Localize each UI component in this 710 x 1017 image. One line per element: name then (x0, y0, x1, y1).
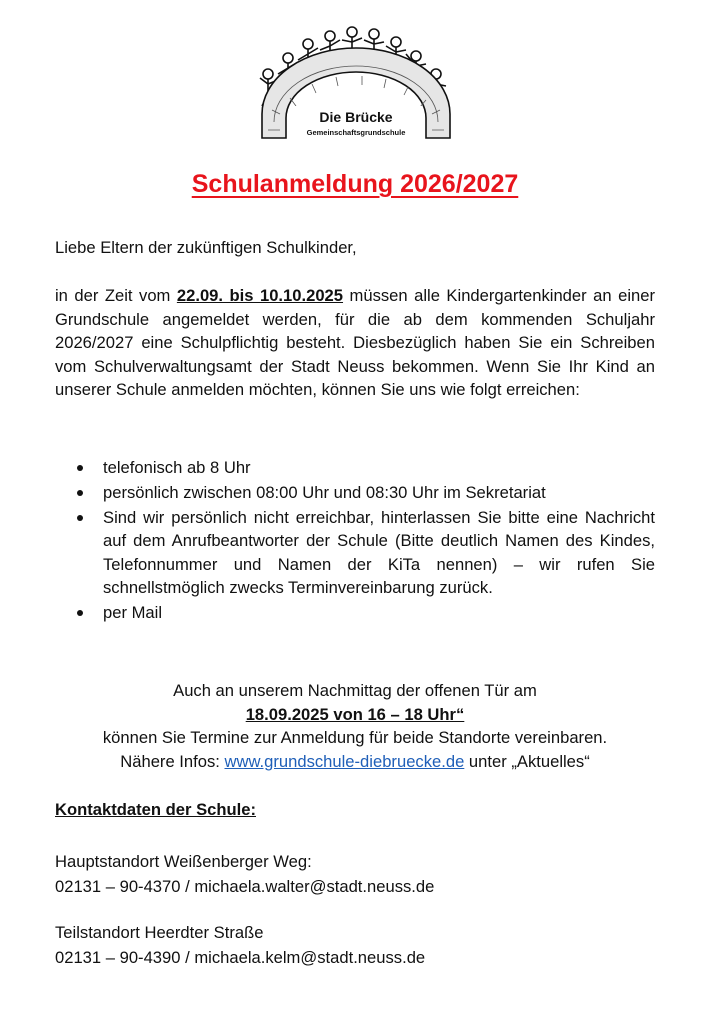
bullet-icon (77, 490, 83, 496)
intro-text-after: müssen alle Kindergartenkinder an einer Grundschule angemeldet werden, für die ab dem kommenden Schuljahr 2026/2027 eine Schulpflichtig besteht. Diesbezüglich haben Sie ein Schreiben vom Schulverwaltungsamt der Stadt Neuss bekommen. Wenn Sie Ihr Kind an unserer Schule anmelden möchten, können Sie uns wie folgt erreichen: (55, 286, 655, 399)
location-contact-details: 02131 – 90-4370 / michaela.walter@stadt.neuss.de (55, 877, 435, 896)
logo-name: Die Brücke (319, 109, 393, 125)
bridge-logo-graphic (250, 14, 462, 144)
list-item (55, 481, 655, 505)
school-website-link[interactable]: www.grundschule-diebruecke.de (224, 751, 465, 771)
intro-paragraph (55, 284, 655, 402)
list-item (55, 456, 655, 480)
logo-subtitle: Gemeinschaftsgrundschule (306, 128, 406, 137)
location-main (55, 849, 434, 899)
list-item-text: telefonisch ab 8 Uhr (103, 458, 251, 477)
greeting: Liebe Eltern der zukünftigen Schulkinder, (55, 238, 357, 257)
open-day-section (0, 679, 710, 773)
list-item (55, 601, 655, 625)
page-title: Schulanmeldung 2026/2027 (191, 170, 519, 198)
more-info-suffix: unter „Aktuelles“ (464, 751, 590, 771)
list-item (55, 506, 655, 600)
location-name: Teilstandort Heerdter Straße (55, 923, 264, 942)
open-day-intro: Auch an unserem Nachmittag der offenen Tür am (173, 681, 537, 700)
bullet-icon (77, 610, 83, 616)
registration-dates: 22.09. bis 10.10.2025 (176, 286, 344, 305)
location-name: Hauptstandort Weißenberger Weg: (55, 852, 312, 871)
list-item-text: Sind wir persönlich nicht erreichbar, hinterlassen Sie bitte eine Nachricht auf dem Anrufbeantworter der Schule (Bitte deutlich Namen des Kindes, Telefonnummer und Namen der KiTa nennen) – wir rufen Sie schnellstmöglich zwecks Terminvereinbarung zurück. (103, 507, 655, 598)
open-day-date: 18.09.2025 von 16 – 18 Uhr“ (245, 704, 465, 724)
contact-options-list (55, 456, 655, 626)
contact-heading: Kontaktdaten der Schule: (55, 800, 256, 819)
bullet-icon (77, 515, 83, 521)
list-item-text: persönlich zwischen 08:00 Uhr und 08:30 Uhr im Sekretariat (103, 482, 546, 502)
intro-text-before: in der Zeit vom (55, 286, 177, 305)
more-info-prefix: Nähere Infos: (120, 751, 225, 771)
bullet-icon (77, 465, 83, 471)
location-contact-details: 02131 – 90-4390 / michaela.kelm@stadt.neuss.de (55, 948, 426, 967)
open-day-note: können Sie Termine zur Anmeldung für beide Standorte vereinbaren. (102, 728, 608, 747)
school-logo (250, 14, 462, 144)
location-secondary (55, 920, 425, 970)
list-item-text: per Mail (103, 602, 163, 622)
more-info-line (0, 750, 710, 774)
